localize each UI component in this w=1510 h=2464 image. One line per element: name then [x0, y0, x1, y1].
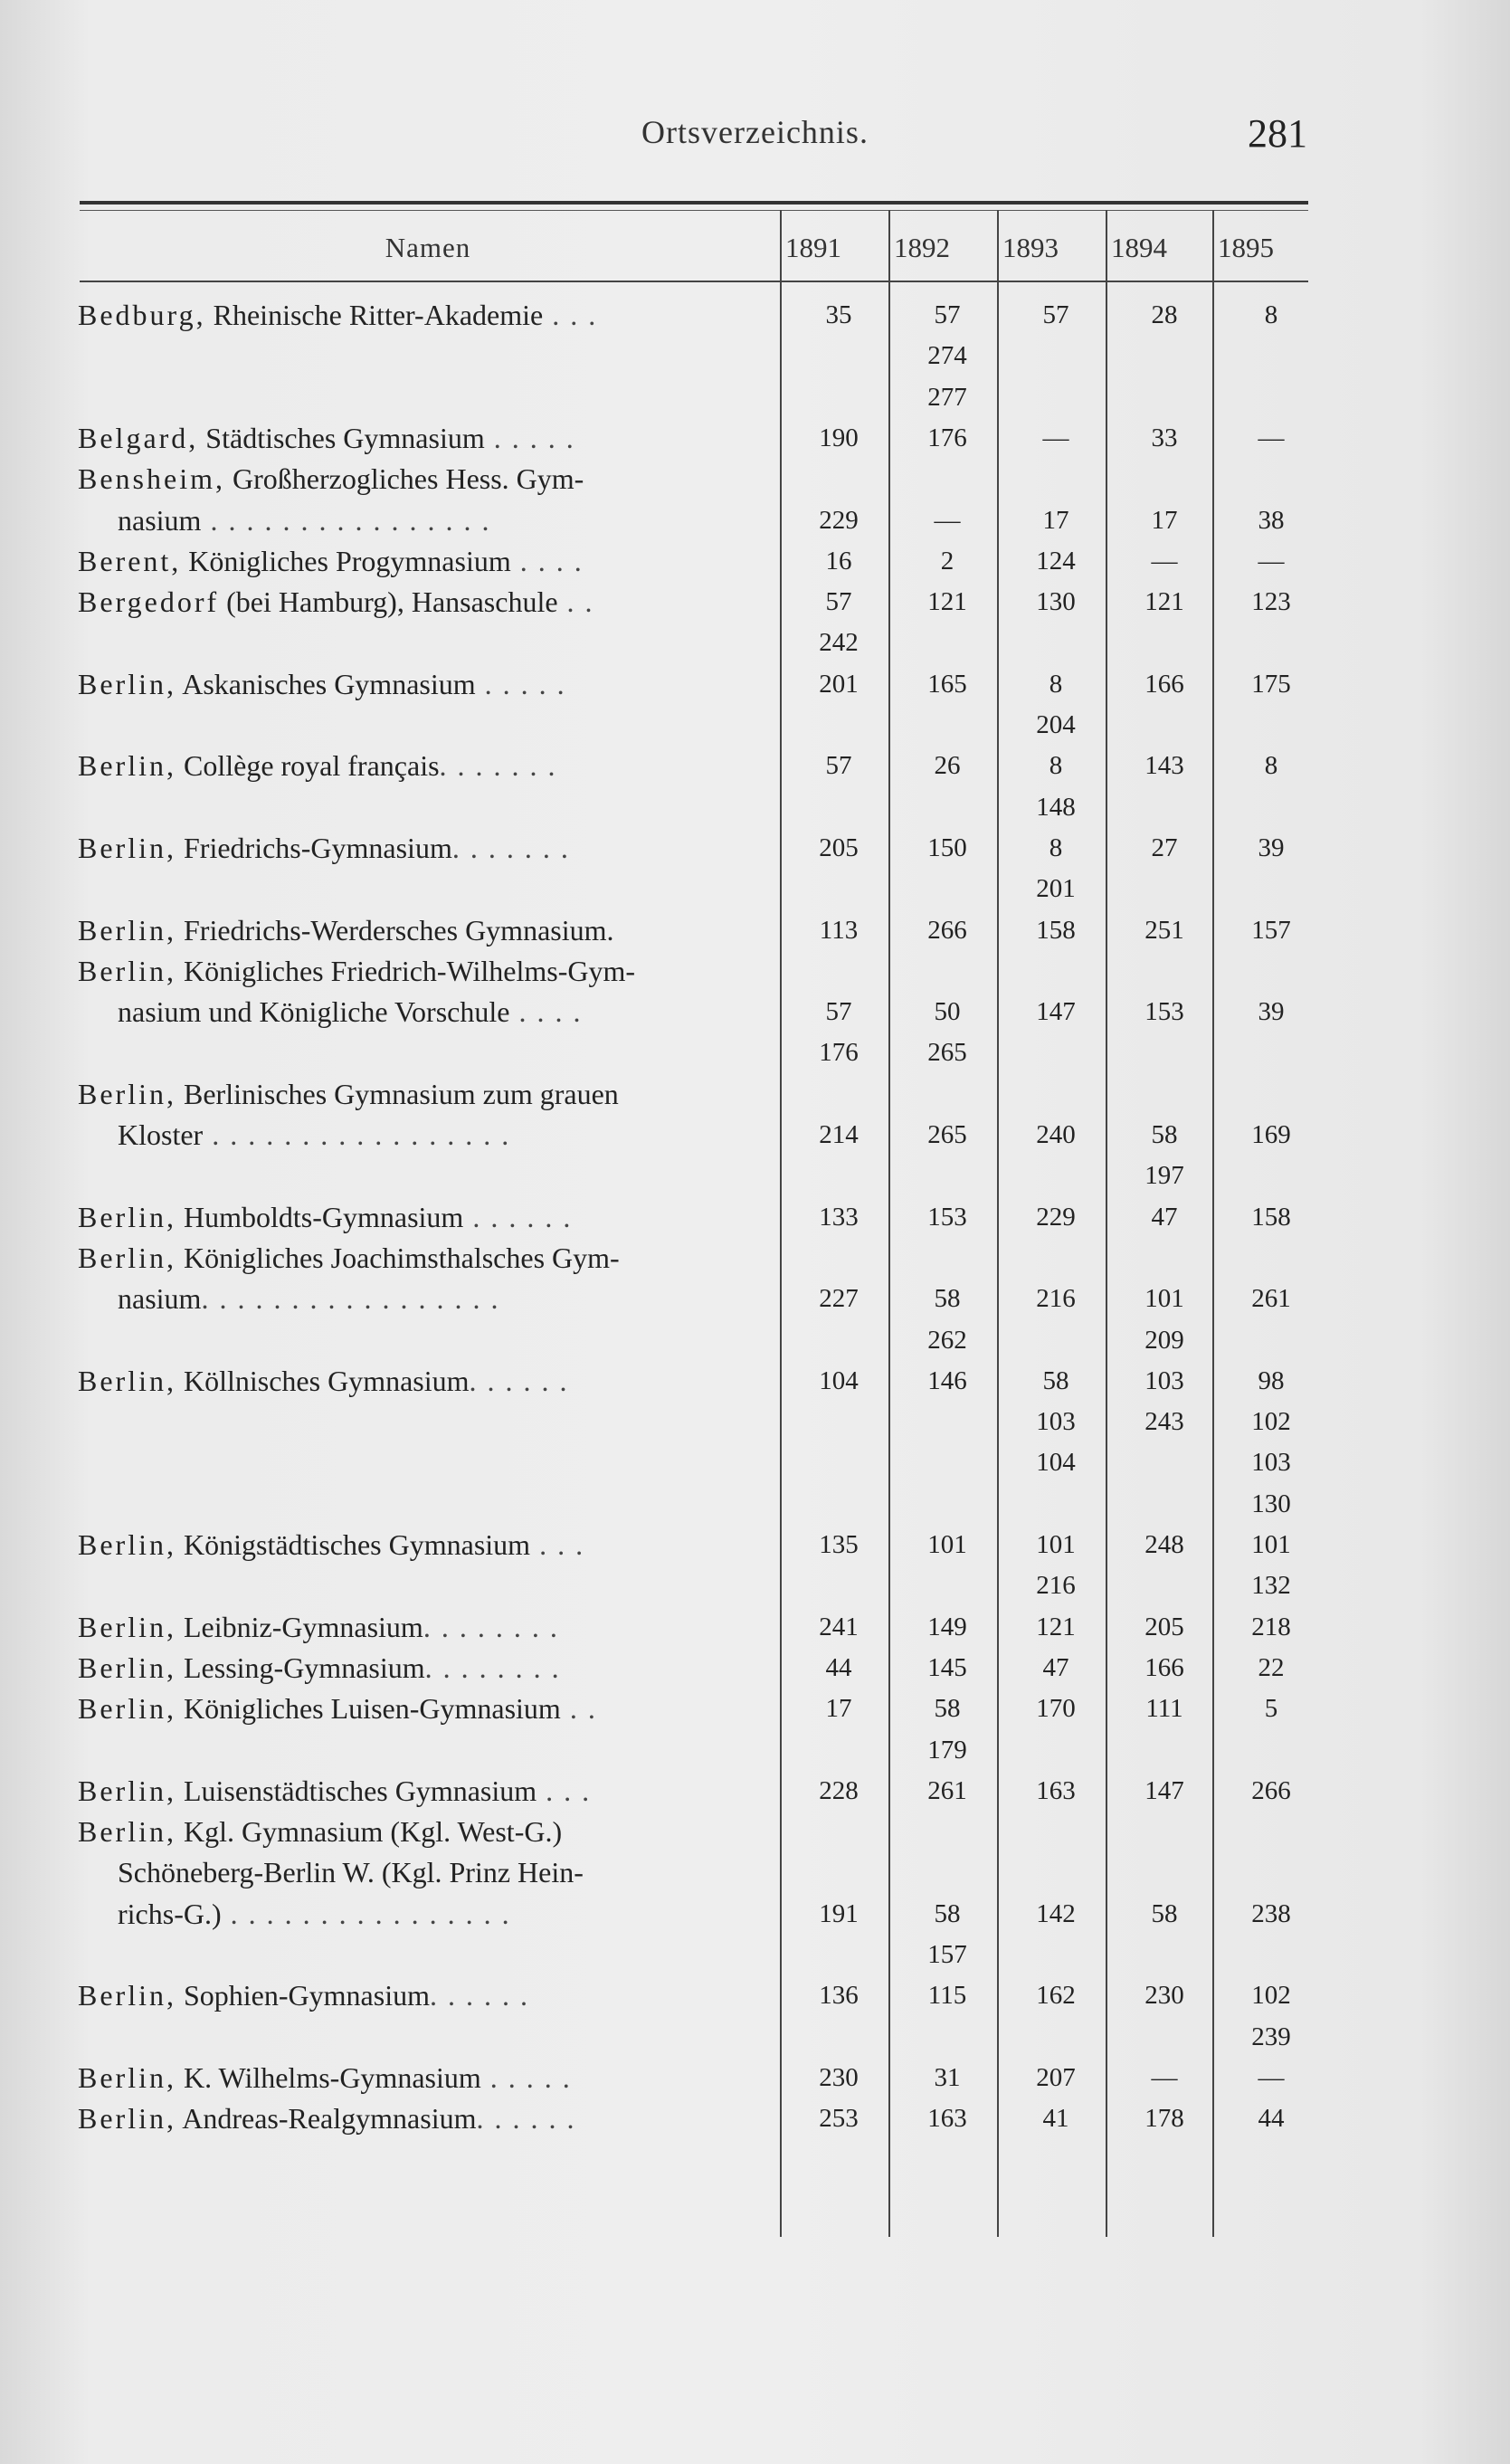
school-name: (bei Hamburg), Hansaschule [219, 585, 558, 619]
cell-1892: 274 [927, 341, 967, 371]
cell-1893: 8 [1049, 832, 1063, 862]
leader-dots: . . . . . . . . . . . . . . . . . [201, 1282, 500, 1316]
table-row [0, 335, 1510, 376]
cell-1894: 101 [1144, 1284, 1184, 1314]
place-name: Berlin, [78, 1692, 176, 1726]
cell-1894: — [1151, 546, 1178, 576]
cell-1894: 230 [1144, 1981, 1184, 2011]
table-row [0, 1360, 1510, 1402]
cell-1891: 57 [825, 997, 852, 1027]
row-name [78, 1647, 765, 1689]
column-header-1895: 1895 [1218, 232, 1274, 263]
cell-1892: 101 [927, 1530, 967, 1559]
place-name: Berlin, [78, 2060, 176, 2094]
table-row [0, 1893, 1510, 1935]
cell-1894: 28 [1151, 300, 1178, 329]
leader-dots: . . . [537, 1774, 592, 1807]
place-name: Berlin, [78, 749, 176, 783]
cell-1895: 158 [1251, 1202, 1291, 1232]
school-name: Königstädtisches Gymnasium [176, 1528, 531, 1561]
cell-1893: 8 [1049, 669, 1063, 699]
cell-1892: 121 [927, 587, 967, 617]
column-header-1894: 1894 [1111, 232, 1167, 263]
row-name [78, 294, 765, 336]
cell-1894: 166 [1144, 669, 1184, 699]
school-name: Königliches Friedrich-Wilhelms-Gym- [176, 954, 636, 987]
table-row [0, 827, 1510, 869]
cell-1893: 158 [1036, 915, 1076, 945]
place-name: Berlin, [78, 2102, 176, 2136]
cell-1894: 111 [1145, 1694, 1183, 1724]
cell-1892: 57 [934, 300, 961, 329]
leader-dots: . . . . . . . . . . . . . . . . . [203, 1118, 511, 1151]
table-row [0, 499, 1510, 541]
school-name: Friedrichs-Gymnasium [176, 831, 452, 864]
cell-1893: 216 [1036, 1284, 1076, 1314]
cell-1895: 22 [1258, 1652, 1285, 1682]
cell-1893: 124 [1036, 546, 1076, 576]
row-name [78, 458, 765, 499]
place-name: Bensheim, [78, 462, 225, 496]
row-name [118, 1278, 805, 1319]
row-name [78, 1606, 765, 1648]
cell-1892: 265 [927, 1120, 967, 1149]
cell-1895: 38 [1258, 505, 1285, 535]
table-row [0, 458, 1510, 499]
cell-1895: 103 [1251, 1448, 1291, 1478]
cell-1894: 58 [1151, 1898, 1178, 1928]
cell-1893: 147 [1036, 997, 1076, 1027]
school-name: Andreas-Realgymnasium [176, 2102, 477, 2136]
cell-1895: 157 [1251, 915, 1291, 945]
cell-1894: 209 [1144, 1325, 1184, 1355]
cell-1895: 8 [1264, 300, 1278, 329]
leader-dots: . . . . [509, 995, 583, 1029]
cell-1892: 277 [927, 382, 967, 412]
cell-1894: 58 [1151, 1120, 1178, 1149]
page-number: 281 [1248, 111, 1307, 156]
cell-1892: 153 [927, 1202, 967, 1232]
school-name: Askanisches Gymnasium [176, 667, 476, 700]
leader-dots: . . . . . . [469, 1364, 569, 1397]
school-name: Leibniz-Gymnasium [176, 1610, 423, 1643]
cell-1895: 130 [1251, 1489, 1291, 1518]
school-name: Kloster [118, 1118, 204, 1151]
table-row [0, 1688, 1510, 1729]
cell-1891: 113 [819, 915, 859, 945]
school-name: Königliches Progymnasium [181, 544, 511, 577]
cell-1894: 153 [1144, 997, 1184, 1027]
cell-1893: 17 [1042, 505, 1069, 535]
cell-1893: 57 [1042, 300, 1069, 329]
leader-dots: . . . . . . [463, 1200, 573, 1233]
running-header: Ortsverzeichnis. [641, 114, 869, 150]
cell-1892: 179 [927, 1735, 967, 1765]
cell-1895: 218 [1251, 1612, 1291, 1641]
cell-1893: 162 [1036, 1981, 1076, 2011]
row-name [78, 540, 765, 582]
cell-1892: 265 [927, 1038, 967, 1068]
cell-1894: — [1151, 2062, 1178, 2092]
table-row [0, 2016, 1510, 2058]
leader-dots: . . [557, 585, 594, 619]
cell-1891: 190 [819, 423, 859, 452]
column-header-names: Namen [385, 232, 471, 263]
cell-1893: 103 [1036, 1407, 1076, 1437]
school-name: richs-G.) [118, 1897, 222, 1930]
place-name: Bedburg, [78, 299, 206, 331]
table-row [0, 950, 1510, 992]
table-row [0, 1278, 1510, 1319]
table-row [0, 1196, 1510, 1238]
school-name: Großherzogliches Hess. Gym- [224, 462, 584, 496]
row-name [78, 1073, 765, 1115]
cell-1891: 227 [819, 1284, 859, 1314]
table-row [0, 1974, 1510, 2016]
table-row [0, 868, 1510, 909]
row-name [78, 663, 765, 705]
school-name: nasium und Königliche Vorschule [118, 995, 510, 1029]
row-name [78, 1811, 765, 1852]
school-name: Lessing-Gymnasium [176, 1651, 425, 1684]
cell-1892: 261 [927, 1775, 967, 1805]
cell-1891: 136 [819, 1981, 859, 2011]
school-name: K. Wilhelms-Gymnasium [176, 2060, 481, 2094]
table-row [0, 2057, 1510, 2098]
cell-1891: 176 [819, 1038, 859, 1068]
row-name [118, 1893, 805, 1935]
place-name: Berent, [78, 544, 182, 577]
cell-1891: 201 [819, 669, 859, 699]
place-name: Berlin, [78, 954, 176, 987]
row-name [78, 1770, 765, 1812]
school-name: Humboldts-Gymnasium [176, 1200, 464, 1233]
cell-1893: 47 [1042, 1652, 1069, 1682]
school-name: Berlinisches Gymnasium zum grauen [176, 1077, 619, 1110]
cell-1894: 147 [1144, 1775, 1184, 1805]
row-name [78, 909, 765, 951]
cell-1891: 16 [825, 546, 852, 576]
school-name: Schöneberg-Berlin W. (Kgl. Prinz Hein- [118, 1856, 584, 1889]
column-header-1893: 1893 [1002, 232, 1059, 263]
leader-dots: . . . . . . . . [424, 1651, 561, 1684]
school-name: Collège royal français [176, 749, 440, 783]
cell-1894: 248 [1144, 1530, 1184, 1559]
cell-1894: 166 [1144, 1652, 1184, 1682]
table-row [0, 1524, 1510, 1565]
cell-1891: 35 [825, 300, 852, 329]
leader-dots: . . . . . . . [451, 831, 570, 864]
table-row [0, 622, 1510, 663]
school-name: Königliches Luisen-Gymnasium [176, 1692, 561, 1726]
table-header-rule [80, 281, 1308, 282]
leader-dots: . . . [530, 1528, 585, 1561]
row-name [78, 417, 765, 459]
cell-1892: 149 [927, 1612, 967, 1641]
cell-1895: — [1258, 2062, 1285, 2092]
cell-1891: 242 [819, 628, 859, 658]
table-row [0, 1114, 1510, 1156]
cell-1895: 5 [1264, 1694, 1278, 1724]
row-name [78, 1974, 765, 2016]
table-row [0, 294, 1510, 336]
cell-1894: 47 [1151, 1202, 1178, 1232]
cell-1893: 148 [1036, 792, 1076, 822]
table-row [0, 745, 1510, 786]
table-row [0, 1073, 1510, 1115]
place-name: Berlin, [78, 831, 176, 864]
row-name [78, 950, 765, 992]
table-row [0, 1606, 1510, 1648]
row-name [118, 499, 805, 541]
cell-1895: — [1258, 423, 1285, 452]
leader-dots: . . . . . . . [439, 749, 557, 783]
leader-dots: . . . . . [475, 667, 566, 700]
cell-1894: 205 [1144, 1612, 1184, 1641]
cell-1894: 103 [1144, 1365, 1184, 1395]
row-name [78, 2098, 765, 2139]
cell-1893: 101 [1036, 1530, 1076, 1559]
cell-1895: 169 [1251, 1120, 1291, 1149]
table-row [0, 1934, 1510, 1975]
row-name [78, 1196, 765, 1238]
cell-1893: 201 [1036, 874, 1076, 904]
cell-1893: 170 [1036, 1694, 1076, 1724]
cell-1895: 239 [1251, 2022, 1291, 2051]
table-row [0, 1319, 1510, 1361]
cell-1892: 163 [927, 2104, 967, 2134]
table-row [0, 1770, 1510, 1812]
school-name: nasium [118, 1282, 202, 1316]
cell-1893: 207 [1036, 2062, 1076, 2092]
cell-1892: 26 [934, 751, 961, 781]
cell-1892: 58 [934, 1898, 961, 1928]
cell-1891: 17 [825, 1694, 852, 1724]
table-row [0, 581, 1510, 623]
table-row [0, 1647, 1510, 1689]
cell-1892: 58 [934, 1694, 961, 1724]
row-name [118, 1851, 805, 1893]
cell-1892: 145 [927, 1652, 967, 1682]
table-row [0, 909, 1510, 951]
place-name: Berlin, [78, 913, 176, 947]
cell-1892: 50 [934, 997, 961, 1027]
cell-1895: 175 [1251, 669, 1291, 699]
cell-1892: 176 [927, 423, 967, 452]
leader-dots: . . . . [510, 544, 584, 577]
cell-1894: 27 [1151, 832, 1178, 862]
table-top-rule-thin [80, 210, 1308, 211]
cell-1895: — [1258, 546, 1285, 576]
row-name [78, 745, 765, 786]
cell-1891: 44 [825, 1652, 852, 1682]
school-name: Köllnisches Gymnasium [176, 1364, 470, 1397]
table-row [0, 1811, 1510, 1852]
table-row [0, 1032, 1510, 1073]
place-name: Berlin, [78, 1200, 176, 1233]
cell-1892: 262 [927, 1325, 967, 1355]
column-header-1892: 1892 [894, 232, 950, 263]
cell-1893: 130 [1036, 587, 1076, 617]
table-row [0, 663, 1510, 705]
table-row [0, 1565, 1510, 1606]
school-name: nasium [118, 503, 202, 537]
place-name: Belgard, [78, 421, 199, 454]
leader-dots: . . . . . . [476, 2102, 576, 2136]
cell-1895: 101 [1251, 1530, 1291, 1559]
row-name [78, 581, 765, 623]
school-name: Friedrichs-Werdersches Gymnasium. [176, 913, 614, 947]
leader-dots: . . . . . . [429, 1979, 529, 2012]
table-row [0, 1237, 1510, 1279]
cell-1893: 8 [1049, 751, 1063, 781]
cell-1895: 266 [1251, 1775, 1291, 1805]
school-name: Luisenstädtisches Gymnasium [176, 1774, 537, 1807]
row-name [118, 1114, 805, 1156]
cell-1893: 240 [1036, 1120, 1076, 1149]
cell-1892: 31 [934, 2062, 961, 2092]
school-name: Rheinische Ritter-Akademie [205, 299, 544, 331]
cell-1891: 104 [819, 1365, 859, 1395]
row-name [78, 1360, 765, 1402]
cell-1893: 216 [1036, 1571, 1076, 1601]
cell-1891: 135 [819, 1530, 859, 1559]
cell-1893: 41 [1042, 2104, 1069, 2134]
cell-1891: 229 [819, 505, 859, 535]
table-row [0, 1483, 1510, 1525]
cell-1891: 230 [819, 2062, 859, 2092]
cell-1894: 243 [1144, 1407, 1184, 1437]
row-name [78, 1688, 765, 1729]
cell-1891: 253 [819, 2104, 859, 2134]
cell-1895: 39 [1258, 997, 1285, 1027]
place-name: Berlin, [78, 1815, 176, 1849]
table-row [0, 786, 1510, 828]
cell-1895: 39 [1258, 832, 1285, 862]
cell-1893: 58 [1042, 1365, 1069, 1395]
school-name: Kgl. Gymnasium (Kgl. West-G.) [176, 1815, 563, 1849]
cell-1892: 58 [934, 1284, 961, 1314]
cell-1891: 228 [819, 1775, 859, 1805]
table-row [0, 991, 1510, 1032]
leader-dots: . . . . . . . . . . . . . . . . [221, 1897, 511, 1930]
table-row [0, 704, 1510, 746]
cell-1893: 163 [1036, 1775, 1076, 1805]
place-name: Berlin, [78, 1610, 176, 1643]
cell-1891: 133 [819, 1202, 859, 1232]
place-name: Berlin, [78, 1651, 176, 1684]
cell-1895: 102 [1251, 1981, 1291, 2011]
place-name: Berlin, [78, 1774, 176, 1807]
cell-1894: 17 [1151, 505, 1178, 535]
cell-1893: 121 [1036, 1612, 1076, 1641]
leader-dots: . . . . . . . . [423, 1610, 559, 1643]
cell-1894: 143 [1144, 751, 1184, 781]
cell-1894: 251 [1144, 915, 1184, 945]
cell-1895: 238 [1251, 1898, 1291, 1928]
cell-1895: 123 [1251, 587, 1291, 617]
cell-1891: 214 [819, 1120, 859, 1149]
leader-dots: . . . . . . . . . . . . . . . . [201, 503, 491, 537]
school-name: Königliches Joachimsthalsches Gym- [176, 1241, 620, 1274]
cell-1895: 44 [1258, 2104, 1285, 2134]
table-row [0, 1401, 1510, 1442]
cell-1894: 33 [1151, 423, 1178, 452]
cell-1891: 191 [819, 1898, 859, 1928]
cell-1891: 57 [825, 587, 852, 617]
school-name: Städtisches Gymnasium [198, 421, 485, 454]
place-name: Berlin, [78, 1979, 176, 2012]
column-header-1891: 1891 [785, 232, 841, 263]
cell-1892: 115 [927, 1981, 967, 2011]
place-name: Berlin, [78, 1364, 176, 1397]
row-name [78, 1524, 765, 1565]
cell-1895: 132 [1251, 1571, 1291, 1601]
cell-1894: 178 [1144, 2104, 1184, 2134]
place-name: Bergedorf [78, 585, 220, 619]
school-name: Sophien-Gymnasium [176, 1979, 430, 2012]
cell-1893: 204 [1036, 710, 1076, 739]
cell-1893: 142 [1036, 1898, 1076, 1928]
cell-1891: 241 [819, 1612, 859, 1641]
table-row [0, 1851, 1510, 1893]
cell-1893: 229 [1036, 1202, 1076, 1232]
table-row [0, 1729, 1510, 1771]
cell-1894: 121 [1144, 587, 1184, 617]
cell-1895: 8 [1264, 751, 1278, 781]
table-row [0, 2098, 1510, 2139]
leader-dots: . . [560, 1692, 597, 1726]
cell-1892: 165 [927, 669, 967, 699]
cell-1892: 157 [927, 1940, 967, 1969]
table-row [0, 1155, 1510, 1196]
cell-1892: 146 [927, 1365, 967, 1395]
row-name [78, 827, 765, 869]
cell-1894: 197 [1144, 1161, 1184, 1191]
row-name [78, 1237, 765, 1279]
cell-1895: 102 [1251, 1407, 1291, 1437]
leader-dots: . . . [543, 299, 598, 331]
table-row [0, 417, 1510, 459]
cell-1891: 205 [819, 832, 859, 862]
leader-dots: . . . . . [484, 421, 575, 454]
cell-1892: — [934, 505, 961, 535]
table-top-rule [80, 201, 1308, 205]
cell-1895: 98 [1258, 1365, 1285, 1395]
cell-1895: 261 [1251, 1284, 1291, 1314]
row-name [118, 991, 805, 1032]
table-row [0, 376, 1510, 418]
cell-1892: 266 [927, 915, 967, 945]
row-name [78, 2057, 765, 2098]
cell-1892: 150 [927, 832, 967, 862]
cell-1893: 104 [1036, 1448, 1076, 1478]
cell-1891: 57 [825, 751, 852, 781]
place-name: Berlin, [78, 1528, 176, 1561]
cell-1893: — [1042, 423, 1069, 452]
leader-dots: . . . . . [480, 2060, 572, 2094]
table-row [0, 540, 1510, 582]
place-name: Berlin, [78, 667, 176, 700]
table-row [0, 1441, 1510, 1483]
place-name: Berlin, [78, 1077, 176, 1110]
cell-1892: 2 [940, 546, 954, 576]
place-name: Berlin, [78, 1241, 176, 1274]
